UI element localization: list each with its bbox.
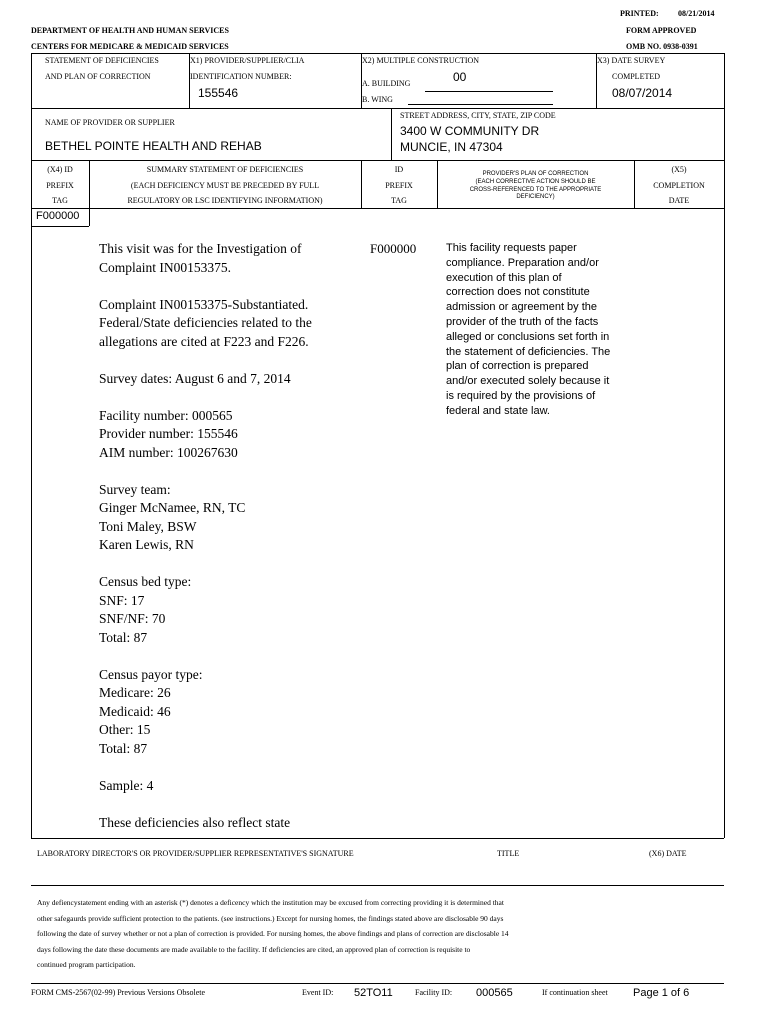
- summary-line: These deficiencies also reflect state: [99, 814, 291, 830]
- x3-label: X3) DATE SURVEY: [597, 56, 666, 65]
- summary-header-1: SUMMARY STATEMENT OF DEFICIENCIES: [146, 165, 304, 174]
- event-id-label: Event ID:: [302, 988, 334, 997]
- summary-line: [99, 556, 312, 575]
- summary-line: Facility number: 000565: [99, 407, 233, 423]
- summary-line: [99, 278, 312, 297]
- summary-line: Total: 87: [99, 629, 148, 645]
- summary-line: Survey dates: August 6 and 7, 2014: [99, 370, 291, 386]
- x4-header-2: PREFIX: [46, 181, 74, 190]
- poc-header-4: DEFICIENCY): [516, 194, 555, 200]
- provider-name: BETHEL POINTE HEALTH AND REHAB: [45, 139, 262, 153]
- survey-completed-date: 08/07/2014: [612, 86, 673, 100]
- disclaimer-line: following the date of survey whether or not a plan of correction is provided. For nursing homes, the above findings and plans of correction are disclosable 14: [37, 929, 509, 938]
- poc-header-1: PROVIDER'S PLAN OF CORRECTION: [482, 171, 589, 177]
- poc-line: provider of the truth of the facts: [446, 315, 599, 328]
- disclaimer-line: other safegaurds provide sufficient protection to the patients. (see instructions.) Except for nursing homes, the findings stated above are disclosable 90 days: [37, 913, 504, 923]
- omb-number: OMB NO. 0938-0391: [626, 42, 698, 51]
- disclaimer-line: days following the date these documents are made available to the facility. If deficiencies are cited, an approved plan of correction is requisite to: [37, 944, 471, 954]
- summary-line: [99, 389, 312, 408]
- summary-line: Other: 15: [99, 722, 151, 737]
- x6-date-label: (X6) DATE: [649, 849, 687, 858]
- plan-of-correction: [446, 242, 610, 420]
- building-value: 00: [453, 70, 467, 84]
- printed-label: PRINTED:: [620, 9, 659, 18]
- summary-header-3: REGULATORY OR LSC IDENTIFYING INFORMATION): [127, 196, 323, 205]
- printed-date: 08/21/2014: [678, 9, 715, 18]
- department-title: DEPARTMENT OF HEALTH AND HUMAN SERVICES: [31, 26, 229, 35]
- summary-line: Survey team:: [99, 481, 171, 497]
- summary-line: Provider number: 155546: [99, 426, 238, 441]
- summary-line: [99, 463, 312, 482]
- facility-id-value: 000565: [476, 987, 513, 999]
- address-label: STREET ADDRESS, CITY, STATE, ZIP CODE: [400, 111, 556, 120]
- summary-line: allegations are cited at F223 and F226.: [99, 333, 309, 349]
- summary-line: SNF: 17: [99, 592, 145, 608]
- summary-statement: [99, 241, 312, 833]
- summary-line: AIM number: 100267630: [99, 444, 238, 460]
- poc-line: This facility requests paper: [446, 242, 577, 254]
- summary-line: Complaint IN00153375.: [99, 259, 231, 275]
- summary-line: Federal/State deficiencies related to the: [99, 315, 312, 330]
- wing-label: B. WING: [362, 95, 393, 104]
- poc-line: and/or executed solely because it: [446, 375, 610, 388]
- x1-sublabel: IDENTIFICATION NUMBER:: [190, 72, 292, 81]
- summary-header-2: (EACH DEFICIENCY MUST BE PRECEDED BY FULL: [130, 181, 320, 190]
- form-number: FORM CMS-2567(02-99) Previous Versions Obsolete: [31, 988, 206, 997]
- summary-line: [99, 759, 312, 778]
- signature-label: LABORATORY DIRECTOR'S OR PROVIDER/SUPPLIER REPRESENTATIVE'S SIGNATURE: [37, 849, 354, 858]
- address-city: MUNCIE, IN 47304: [400, 140, 503, 154]
- summary-line: Ginger McNamee, RN, TC: [99, 500, 246, 515]
- poc-line: admission or agreement by the: [446, 301, 598, 314]
- statement-label-2: AND PLAN OF CORRECTION: [45, 72, 151, 81]
- page-number: Page 1 of 6: [633, 987, 690, 999]
- provider-id-number: 155546: [198, 86, 239, 100]
- summary-line: Complaint IN00153375-Substantiated.: [99, 296, 309, 312]
- x3-sublabel: COMPLETED: [612, 72, 660, 81]
- summary-line: Total: 87: [99, 740, 148, 756]
- summary-line: Census bed type:: [99, 574, 192, 589]
- x2-label: X2) MULTIPLE CONSTRUCTION: [362, 56, 480, 65]
- address-street: 3400 W COMMUNITY DR: [400, 124, 540, 138]
- x1-label: X1) PROVIDER/SUPPLIER/CLIA: [190, 56, 305, 65]
- id-header-3: TAG: [391, 196, 407, 205]
- poc-line: execution of this plan of: [446, 271, 562, 284]
- provider-name-label: NAME OF PROVIDER OR SUPPLIER: [45, 118, 175, 127]
- id-header-1: ID: [394, 165, 404, 174]
- poc-line: the statement of deficiencies. The: [446, 345, 611, 358]
- summary-line: Medicaid: 46: [99, 703, 171, 719]
- x5-header-2: COMPLETION: [653, 181, 705, 190]
- summary-line: This visit was for the Investigation of: [99, 241, 302, 256]
- statement-label-1: STATEMENT OF DEFICIENCIES: [45, 56, 159, 65]
- poc-line: is required by the provisions of: [446, 389, 596, 402]
- x4-header-3: TAG: [52, 196, 68, 205]
- summary-line: Toni Maley, BSW: [99, 518, 197, 534]
- right-tag: F000000: [370, 241, 417, 256]
- x5-header-3: DATE: [668, 196, 690, 205]
- event-id-value: 52TO11: [354, 987, 393, 999]
- disclaimer-line: Any defiencystatement ending with an asterisk (*) denotes a deficency which the institution may be excused from correcting providing it is determined that: [37, 898, 504, 907]
- summary-line: Medicare: 26: [99, 685, 171, 700]
- poc-line: plan of correction is prepared: [446, 360, 589, 373]
- poc-line: alleged or conclusions set forth in: [446, 330, 610, 343]
- left-tag: F000000: [36, 210, 80, 222]
- id-header-2: PREFIX: [385, 181, 413, 190]
- summary-line: [99, 796, 312, 815]
- summary-line: [99, 648, 312, 667]
- title-label: TITLE: [497, 849, 520, 858]
- x5-header-1: (X5): [671, 165, 687, 174]
- summary-line: SNF/NF: 70: [99, 611, 166, 626]
- poc-line: federal and state law.: [446, 404, 550, 417]
- building-label: A. BUILDING: [362, 79, 411, 88]
- summary-line: Karen Lewis, RN: [99, 537, 194, 552]
- summary-line: Sample: 4: [99, 777, 154, 793]
- form-approved-label: FORM APPROVED: [626, 26, 697, 35]
- disclaimer-line: continued program participation.: [37, 960, 136, 969]
- poc-header-2: (EACH CORRECTIVE ACTION SHOULD BE: [475, 179, 596, 185]
- summary-line: [99, 352, 312, 371]
- summary-line: Census payor type:: [99, 666, 203, 682]
- facility-id-label: Facility ID:: [415, 988, 453, 997]
- poc-header-3: CROSS-REFERENCED TO THE APPROPRIATE: [469, 187, 602, 193]
- continuation-label: If continuation sheet: [542, 988, 608, 997]
- poc-line: compliance. Preparation and/or: [446, 256, 599, 269]
- x4-header-1: (X4) ID: [47, 165, 73, 174]
- centers-title: CENTERS FOR MEDICARE & MEDICAID SERVICES: [31, 42, 229, 51]
- disclaimer: [37, 895, 509, 973]
- poc-line: correction does not constitute: [446, 286, 590, 299]
